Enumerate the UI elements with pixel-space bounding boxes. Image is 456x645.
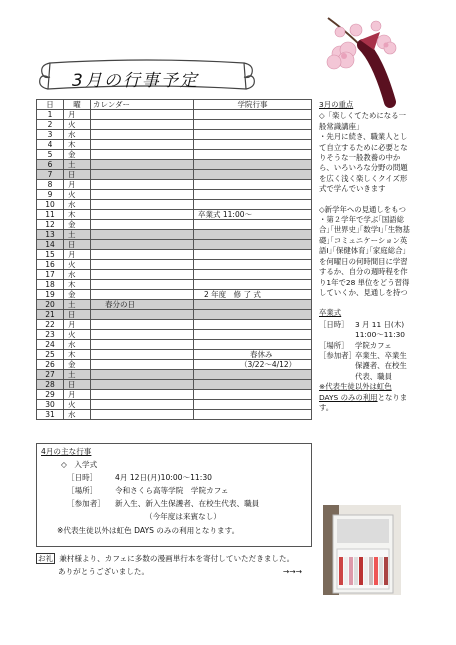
thanks-notice [36, 552, 312, 578]
event-cell [194, 330, 312, 340]
calendar-cell [91, 140, 194, 150]
april-date-value: 4月 12日(月)10:00～11:30 [115, 473, 212, 482]
weekday-cell: 水 [64, 200, 91, 210]
day-cell: 13 [37, 230, 64, 240]
calendar-row [37, 170, 312, 180]
day-cell: 20 [37, 300, 64, 310]
graduation-date-value: 3 月 11 日(木) [355, 319, 405, 329]
calendar-row [37, 220, 312, 230]
weekday-cell: 日 [64, 380, 91, 390]
calendar-table [36, 99, 312, 420]
calendar-cell [91, 410, 194, 420]
weekday-cell: 木 [64, 280, 91, 290]
weekday-cell: 月 [64, 390, 91, 400]
weekday-cell: 木 [64, 140, 91, 150]
calendar-row [37, 330, 312, 340]
day-cell: 17 [37, 270, 64, 280]
weekday-cell: 月 [64, 180, 91, 190]
calendar-cell [91, 180, 194, 190]
weekday-cell: 土 [64, 370, 91, 380]
arrows-text: →→→ [282, 567, 302, 576]
calendar-cell [91, 190, 194, 200]
graduation-note: ※代表生徒以外は虹色 DAYS のみの利用 [319, 382, 392, 402]
event-cell [194, 120, 312, 130]
calendar-row [37, 160, 312, 170]
weekday-cell: 水 [64, 270, 91, 280]
weekday-cell: 金 [64, 150, 91, 160]
calendar-body [37, 110, 312, 420]
calendar-cell [91, 330, 194, 340]
calendar-row [37, 230, 312, 240]
day-cell: 26 [37, 360, 64, 370]
event-cell [194, 250, 312, 260]
weekday-cell: 水 [64, 130, 91, 140]
calendar-row [37, 410, 312, 420]
april-events-box [36, 443, 312, 547]
cherry-blossom-icon [318, 10, 408, 110]
calendar-row [37, 390, 312, 400]
col-weekday: 曜 [64, 100, 91, 110]
focus1-title: ◇「楽しくてためになる一般常識講座」 [319, 111, 406, 131]
april-note-tail: となります。 [194, 526, 240, 535]
event-cell [194, 300, 312, 310]
focus1-body: ・先月に続き、職業人として自立するために必要となりそうな一般教養の中から、いろいろな分野の問題を広く浅く楽しくクイズ形式で学んでいきます [319, 132, 408, 194]
weekday-cell: 日 [64, 170, 91, 180]
event-cell [194, 110, 312, 120]
april-place-label: ［場所］ [67, 486, 98, 495]
graduation-place-label: ［場所］ [319, 340, 349, 350]
calendar-cell [91, 150, 194, 160]
event-cell [194, 220, 312, 230]
day-cell: 15 [37, 250, 64, 260]
event-cell [194, 170, 312, 180]
event-cell: （3/22～4/12） [194, 360, 312, 370]
focus2-title: ◇新学年への見通しをもつ [319, 204, 406, 214]
col-day: 日 [37, 100, 64, 110]
calendar-cell [91, 200, 194, 210]
day-cell: 30 [37, 400, 64, 410]
event-cell [194, 380, 312, 390]
calendar-cell [91, 320, 194, 330]
calendar-cell [91, 260, 194, 270]
weekday-cell: 土 [64, 300, 91, 310]
day-cell: 16 [37, 260, 64, 270]
thanks-line2: ありがとうございました。 [58, 567, 150, 576]
calendar-cell [91, 270, 194, 280]
weekday-cell: 木 [64, 210, 91, 220]
calendar-cell [91, 120, 194, 130]
calendar-row [37, 300, 312, 310]
thanks-line1: 兼村様より、カフェに多数の漫画単行本を寄付していただきました。 [59, 554, 295, 563]
april-attendees-value: 新入生、新入生保護者、在校生代表、職員 [115, 499, 260, 508]
weekday-cell: 日 [64, 310, 91, 320]
weekday-cell: 土 [64, 160, 91, 170]
calendar-cell [91, 380, 194, 390]
day-cell: 12 [37, 220, 64, 230]
event-cell [194, 160, 312, 170]
calendar-cell [91, 280, 194, 290]
graduation-place-row [319, 341, 413, 351]
col-events: 学院行事 [194, 100, 312, 110]
day-cell: 18 [37, 280, 64, 290]
graduation-date-row [319, 320, 413, 330]
calendar-cell [91, 360, 194, 370]
calendar-row [37, 150, 312, 160]
event-cell [194, 270, 312, 280]
calendar-row [37, 270, 312, 280]
day-cell: 19 [37, 290, 64, 300]
day-cell: 6 [37, 160, 64, 170]
calendar-row [37, 320, 312, 330]
graduation-note-tail: となります。 [319, 392, 408, 412]
day-cell: 11 [37, 210, 64, 220]
day-cell: 29 [37, 390, 64, 400]
calendar-cell [91, 240, 194, 250]
graduation-attendees-value: 卒業生、卒業生保護者、在校生代表、職員 [355, 350, 407, 381]
day-cell: 2 [37, 120, 64, 130]
calendar-cell [91, 210, 194, 220]
col-calendar: カレンダー [91, 100, 194, 110]
event-cell [194, 410, 312, 420]
calendar-row [37, 110, 312, 120]
weekday-cell: 火 [64, 260, 91, 270]
day-cell: 5 [37, 150, 64, 160]
april-item: ◇ 入学式 [61, 460, 98, 469]
day-cell: 25 [37, 350, 64, 360]
calendar-row [37, 280, 312, 290]
event-cell [194, 390, 312, 400]
calendar-row [37, 190, 312, 200]
day-cell: 7 [37, 170, 64, 180]
weekday-cell: 月 [64, 110, 91, 120]
event-cell [194, 180, 312, 190]
weekday-cell: 土 [64, 230, 91, 240]
sidebar [319, 100, 413, 413]
focus2-body: ・第２学年で学ぶ｢国語総合｣｢世界史｣｢数学Ⅰ｣｢生物基礎｣｢コミュニケーション英語Ⅰ｣｢保健体育｣｢家庭総合｣を何曜日の何時間目に学習するか、自分の週時程を作り1年で28 単位をどう習得していくか、見通しを持つ [319, 215, 410, 297]
graduation-attendees-label: ［参加者］ [319, 350, 356, 360]
thanks-tag: お礼 [38, 554, 54, 563]
event-cell [194, 130, 312, 140]
calendar-cell [91, 160, 194, 170]
day-cell: 9 [37, 190, 64, 200]
event-cell [194, 370, 312, 380]
bookshelf-photo [323, 505, 401, 595]
day-cell: 21 [37, 310, 64, 320]
calendar-row [37, 290, 312, 300]
calendar-row [37, 260, 312, 270]
day-cell: 3 [37, 130, 64, 140]
page-title: 3月の行事予定 [72, 71, 199, 91]
april-heading: 4月の主な行事 [41, 447, 92, 456]
calendar-row [37, 400, 312, 410]
graduation-time-row [319, 330, 413, 340]
april-attendees-label: ［参加者］ [67, 499, 105, 508]
event-cell [194, 200, 312, 210]
calendar-row [37, 140, 312, 150]
calendar-cell [91, 230, 194, 240]
calendar-cell [91, 170, 194, 180]
april-place-value: 令和さくら高等学院 学院カフェ [115, 486, 229, 495]
calendar-row [37, 120, 312, 130]
weekday-cell: 木 [64, 350, 91, 360]
event-cell [194, 280, 312, 290]
focus-heading: 3月の重点 [319, 100, 354, 109]
calendar-row [37, 200, 312, 210]
day-cell: 27 [37, 370, 64, 380]
calendar-row [37, 360, 312, 370]
calendar-row [37, 240, 312, 250]
calendar-cell [91, 110, 194, 120]
event-cell [194, 230, 312, 240]
weekday-cell: 火 [64, 120, 91, 130]
weekday-cell: 火 [64, 330, 91, 340]
calendar-row [37, 250, 312, 260]
weekday-cell: 火 [64, 190, 91, 200]
calendar-cell [91, 350, 194, 360]
graduation-date-label: ［日時］ [319, 319, 349, 329]
event-cell [194, 340, 312, 350]
event-cell: 2 年度 修 了 式 [194, 290, 312, 300]
graduation-time-value: 11:00～11:30 [355, 330, 405, 340]
event-cell [194, 320, 312, 330]
event-cell: 卒業式 11:00～ [194, 210, 312, 220]
weekday-cell: 月 [64, 320, 91, 330]
day-cell: 23 [37, 330, 64, 340]
calendar-row [37, 180, 312, 190]
calendar-header-row [37, 100, 312, 110]
calendar-cell [91, 340, 194, 350]
day-cell: 14 [37, 240, 64, 250]
april-date-label: ［日時］ [67, 473, 98, 482]
calendar-cell [91, 400, 194, 410]
graduation-attendees-row [319, 351, 413, 382]
weekday-cell: 金 [64, 220, 91, 230]
calendar-row [37, 350, 312, 360]
calendar-cell: 春分の日 [91, 300, 194, 310]
day-cell: 31 [37, 410, 64, 420]
calendar-row [37, 340, 312, 350]
event-cell [194, 240, 312, 250]
calendar-cell [91, 130, 194, 140]
weekday-cell: 金 [64, 360, 91, 370]
weekday-cell: 水 [64, 340, 91, 350]
day-cell: 1 [37, 110, 64, 120]
event-cell [194, 150, 312, 160]
event-cell [194, 190, 312, 200]
weekday-cell: 水 [64, 410, 91, 420]
calendar-row [37, 130, 312, 140]
graduation-place-value: 学院カフェ [355, 340, 392, 350]
event-cell [194, 260, 312, 270]
weekday-cell: 月 [64, 250, 91, 260]
calendar-row [37, 370, 312, 380]
day-cell: 4 [37, 140, 64, 150]
april-note: ※代表生徒以外は虹色 DAYS のみの利用 [57, 526, 195, 535]
day-cell: 10 [37, 200, 64, 210]
calendar-cell [91, 310, 194, 320]
weekday-cell: 金 [64, 290, 91, 300]
calendar-row [37, 210, 312, 220]
calendar-cell [91, 370, 194, 380]
day-cell: 8 [37, 180, 64, 190]
day-cell: 22 [37, 320, 64, 330]
event-cell [194, 400, 312, 410]
april-attendees-note: （今年度は来賓なし） [145, 512, 221, 521]
calendar-row [37, 310, 312, 320]
calendar-row [37, 380, 312, 390]
weekday-cell: 火 [64, 400, 91, 410]
weekday-cell: 日 [64, 240, 91, 250]
calendar-cell [91, 220, 194, 230]
graduation-heading: 卒業式 [319, 308, 342, 318]
calendar-cell [91, 290, 194, 300]
event-cell: 春休み [194, 350, 312, 360]
event-cell [194, 310, 312, 320]
day-cell: 28 [37, 380, 64, 390]
day-cell: 24 [37, 340, 64, 350]
calendar-cell [91, 390, 194, 400]
calendar-cell [91, 250, 194, 260]
event-cell [194, 140, 312, 150]
